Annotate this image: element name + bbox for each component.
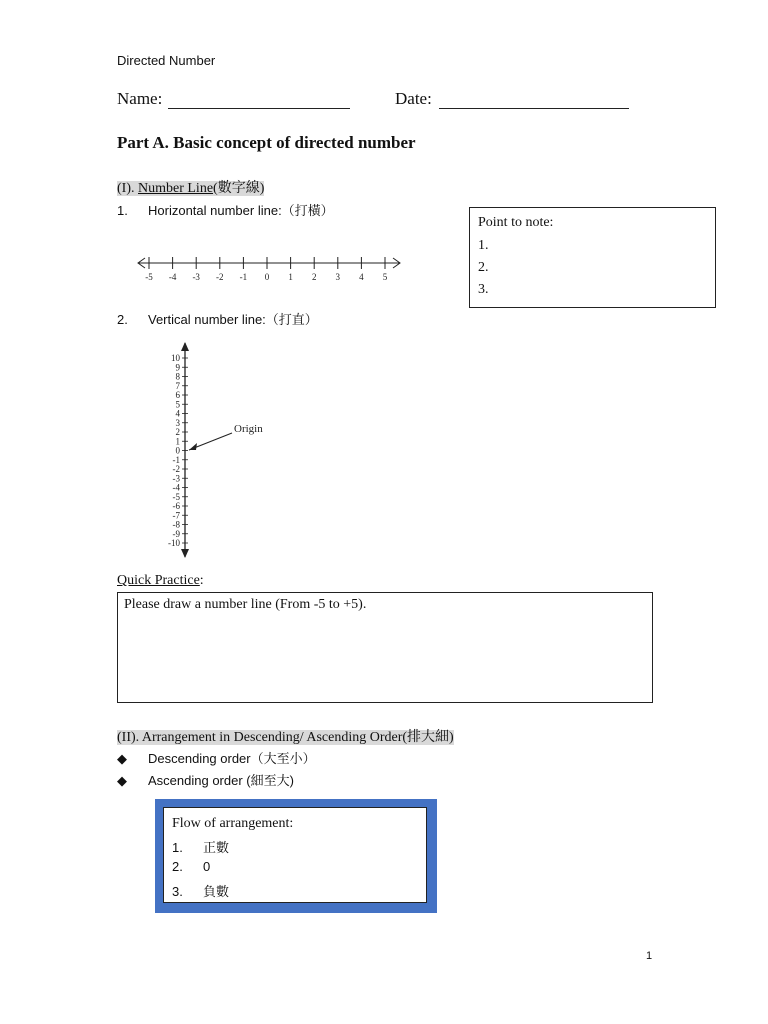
hline-tick-label: 3 (335, 272, 341, 282)
diamond-bullet-icon: ◆ (117, 751, 127, 766)
vline-tick-label: 9 (175, 362, 180, 373)
bullet-text: Ascending order (細至大) (148, 773, 294, 788)
flow-item-number: 1. (172, 840, 183, 855)
note-box-title: Point to note: (478, 215, 554, 230)
item-number: 1. (117, 203, 128, 218)
vline-bottom-arrow (181, 549, 189, 558)
quick-practice-title-colon: : (199, 573, 204, 588)
note-item-2: 2. (478, 260, 489, 275)
item-vertical-number-line (117, 309, 318, 328)
vline-tick-label: 4 (175, 408, 180, 419)
origin-pointer-arrowhead (189, 443, 197, 450)
vline-tick-label: 10 (171, 353, 180, 363)
vline-tick-label: 3 (175, 417, 180, 428)
document-header: Directed Number (117, 53, 216, 68)
section-2-title-text: (II). Arrangement in Descending/ Ascending Order(排大細) (117, 730, 454, 745)
flow-title: Flow of arrangement: (172, 816, 294, 831)
hline-tick-label: 2 (311, 272, 317, 282)
vline-tick-label: -4 (172, 482, 180, 493)
vline-tick-label: 5 (175, 399, 180, 410)
section-1-title (117, 177, 264, 197)
vertical-number-line (150, 338, 290, 562)
date-blank-line[interactable] (439, 107, 629, 109)
vline-tick-label: 8 (175, 371, 180, 382)
quick-practice-title (117, 573, 204, 589)
vline-tick-label: 7 (175, 380, 180, 391)
hline-tick-label: 5 (382, 272, 388, 282)
hline-tick-label: -5 (145, 272, 153, 282)
vline-tick-label: -9 (172, 528, 180, 539)
bullet-text: Descending order（大至小） (148, 751, 316, 766)
flow-item-2 (172, 859, 210, 874)
bullet-descending-order (117, 748, 316, 767)
section-2-title (117, 726, 454, 746)
note-item-3: 3. (478, 282, 489, 297)
hline-tick-label: -1 (239, 272, 248, 282)
hline-tick-label: -2 (216, 272, 224, 282)
vline-tick-label: 6 (175, 390, 180, 400)
name-blank-line[interactable] (168, 107, 350, 109)
flow-item-number: 2. (172, 859, 183, 874)
vline-tick-label: 1 (175, 436, 180, 447)
vline-tick-label: 2 (175, 427, 180, 437)
vline-tick-label: -6 (172, 501, 180, 511)
flow-of-arrangement-box (163, 807, 427, 903)
hline-tick-label: 4 (359, 272, 364, 282)
flow-item-3 (172, 881, 229, 900)
name-label: Name: (117, 89, 163, 108)
origin-label: Origin (234, 423, 263, 435)
flow-item-number: 3. (172, 884, 183, 899)
item-number: 2. (117, 312, 128, 327)
item-label: Vertical number line:（打直） (148, 312, 318, 327)
item-horizontal-number-line (117, 200, 334, 219)
quick-practice-box[interactable] (117, 592, 653, 703)
section-1-title-prefix: (I). (117, 181, 138, 196)
vline-tick-label: 0 (175, 445, 180, 456)
flow-item-text: 負數 (203, 884, 230, 899)
vline-tick-label: -3 (172, 473, 180, 484)
part-a-title: Part A. Basic concept of directed number (117, 133, 416, 152)
flow-item-text: 0 (203, 859, 211, 874)
item-label: Horizontal number line:（打橫） (148, 203, 334, 218)
vline-tick-label: -5 (172, 491, 180, 502)
diamond-bullet-icon: ◆ (117, 773, 127, 788)
hline-tick-label: 1 (288, 272, 293, 282)
quick-practice-title-text: Quick Practice (117, 573, 200, 588)
flow-item-text: 正數 (203, 840, 230, 855)
flow-item-1 (172, 837, 229, 856)
horizontal-number-line (132, 250, 407, 288)
vline-tick-label: -1 (172, 454, 180, 465)
flow-of-arrangement-frame (155, 799, 437, 913)
vline-top-arrow (181, 342, 189, 351)
section-1-title-main: Number Line (138, 181, 214, 196)
vline-tick-label: -10 (168, 538, 180, 548)
date-label: Date: (395, 89, 432, 108)
hline-tick-label: 0 (264, 272, 270, 282)
note-item-1: 1. (478, 238, 489, 253)
hline-tick-label: -4 (168, 272, 177, 282)
point-to-note-box (469, 207, 716, 308)
bullet-ascending-order (117, 770, 294, 789)
section-1-title-chinese: (數字線) (213, 181, 265, 196)
page-number: 1 (646, 950, 653, 962)
vline-tick-label: -7 (172, 510, 180, 521)
hline-tick-label: -3 (192, 272, 200, 282)
quick-practice-instruction: Please draw a number line (From -5 to +5). (124, 597, 367, 612)
vline-tick-label: -8 (172, 519, 180, 530)
vline-tick-label: -2 (172, 464, 180, 474)
